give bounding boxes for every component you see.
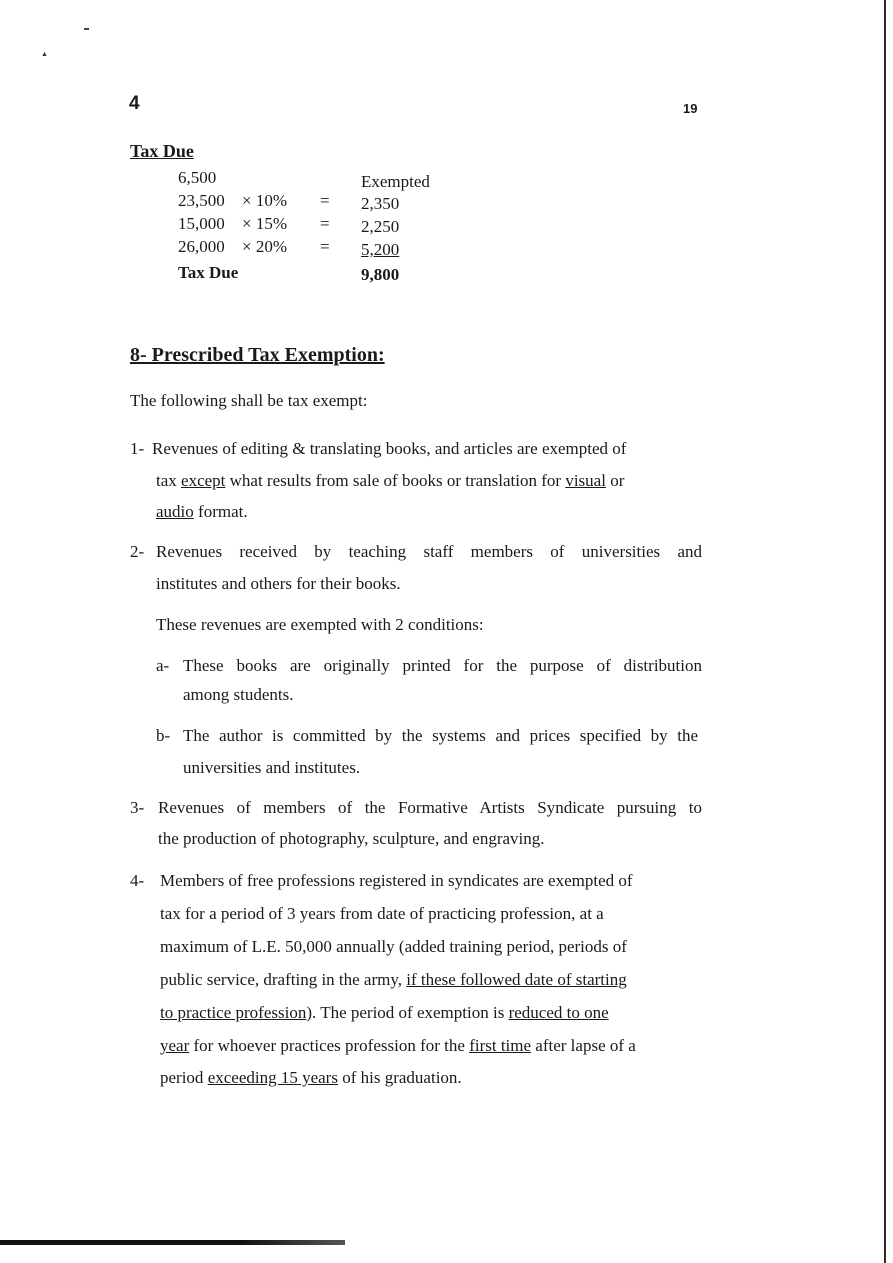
exemption-item-3 (130, 792, 710, 856)
tax-due-title: Tax Due (130, 141, 194, 161)
condition-letter: a- (156, 656, 170, 675)
item-line: the production of photography, sculpture, and engraving. (158, 829, 545, 848)
item-number: 3- (130, 798, 145, 817)
condition-letter: b- (156, 726, 171, 745)
underlined-text: reduced to one (508, 1003, 609, 1022)
tax-amount: 26,000 (178, 237, 225, 256)
exemption-item-2 (130, 536, 710, 786)
tax-equals: = (320, 237, 330, 256)
underlined-text: visual (565, 471, 606, 490)
item-number: 4- (130, 871, 145, 890)
bottom-edge-rule (0, 1240, 345, 1245)
item-line: Members of free professions registered in syndicates are exempted of (160, 871, 633, 890)
tax-value: Exempted (361, 172, 430, 191)
conditions-intro: These revenues are exempted with 2 conditions: (156, 615, 484, 634)
tax-rate: × 10% (242, 191, 287, 210)
tax-total-label: Tax Due (178, 263, 239, 282)
underlined-text: if these followed date of starting (406, 970, 627, 989)
item-line (160, 997, 609, 1029)
text-run: period (160, 1068, 208, 1087)
item-line: Revenues received by teaching staff members of universities and (156, 542, 702, 561)
text-run: or (605, 471, 625, 490)
item-line: tax for a period of 3 years from date of practicing profession, at a (160, 904, 604, 923)
tax-row (178, 191, 458, 214)
condition-line: The author is committed by the systems and prices specified by the (183, 726, 698, 745)
right-edge-rule (884, 0, 886, 1263)
tax-row (178, 214, 458, 237)
tax-rate: × 20% (242, 237, 287, 256)
text-run: of his graduation. (337, 1068, 462, 1087)
tax-rate: × 15% (242, 214, 287, 233)
condition-line: among students. (183, 685, 294, 704)
text-run: tax (156, 471, 182, 490)
underlined-text: first time (469, 1036, 532, 1055)
item-line (156, 496, 248, 528)
text-run: format. (193, 502, 248, 521)
condition-line: universities and institutes. (183, 758, 361, 777)
tax-equals: = (320, 214, 330, 233)
tax-amount: 6,500 (178, 168, 217, 187)
item-line: maximum of L.E. 50,000 annually (added training period, periods of (160, 937, 627, 956)
text-run: for whoever practices profession for the (189, 1036, 470, 1055)
tax-row (178, 168, 458, 191)
tax-value: 2,350 (361, 194, 400, 213)
condition-line: These books are originally printed for the purpose of distribution (183, 656, 702, 675)
item-line: Revenues of members of the Formative Artists Syndicate pursuing to (158, 798, 702, 817)
section-title: 8- Prescribed Tax Exemption: (130, 344, 385, 366)
item-line (160, 1030, 636, 1062)
underlined-text: except (181, 471, 226, 490)
item-line (156, 465, 624, 497)
text-run: public service, drafting in the army, (160, 970, 407, 989)
tax-total-value: 9,800 (361, 265, 400, 284)
scan-mark-triangle: ▲ (41, 50, 48, 58)
text-run: what results from sale of books or translation for (225, 471, 566, 490)
page-number-right: 19 (683, 101, 698, 116)
tax-equals: = (320, 191, 330, 210)
underlined-text: audio (156, 502, 194, 521)
underlined-text: exceeding 15 years (207, 1068, 338, 1087)
text-run: after lapse of a (531, 1036, 636, 1055)
section-intro: The following shall be tax exempt: (130, 391, 368, 410)
item-line (160, 1062, 462, 1094)
exemption-item-4 (130, 865, 710, 1095)
scan-mark-dash (84, 28, 89, 30)
underlined-text: year (160, 1036, 190, 1055)
exemption-item-1 (130, 433, 710, 529)
item-line: institutes and others for their books. (156, 574, 401, 593)
tax-value: 2,250 (361, 217, 400, 236)
text-run: ). The period of exemption is (306, 1003, 509, 1022)
item-number: 2- (130, 542, 145, 561)
tax-value: 5,200 (361, 240, 400, 259)
tax-due-table (178, 168, 458, 286)
tax-amount: 15,000 (178, 214, 225, 233)
tax-row (178, 237, 458, 260)
item-line: Revenues of editing & translating books, and articles are exempted of (152, 439, 627, 458)
item-number: 1- (130, 439, 145, 458)
page-number-left: 4 (129, 93, 140, 114)
tax-amount: 23,500 (178, 191, 225, 210)
underlined-text: to practice profession (160, 1003, 307, 1022)
tax-total-row (178, 263, 458, 286)
item-line (160, 964, 627, 996)
